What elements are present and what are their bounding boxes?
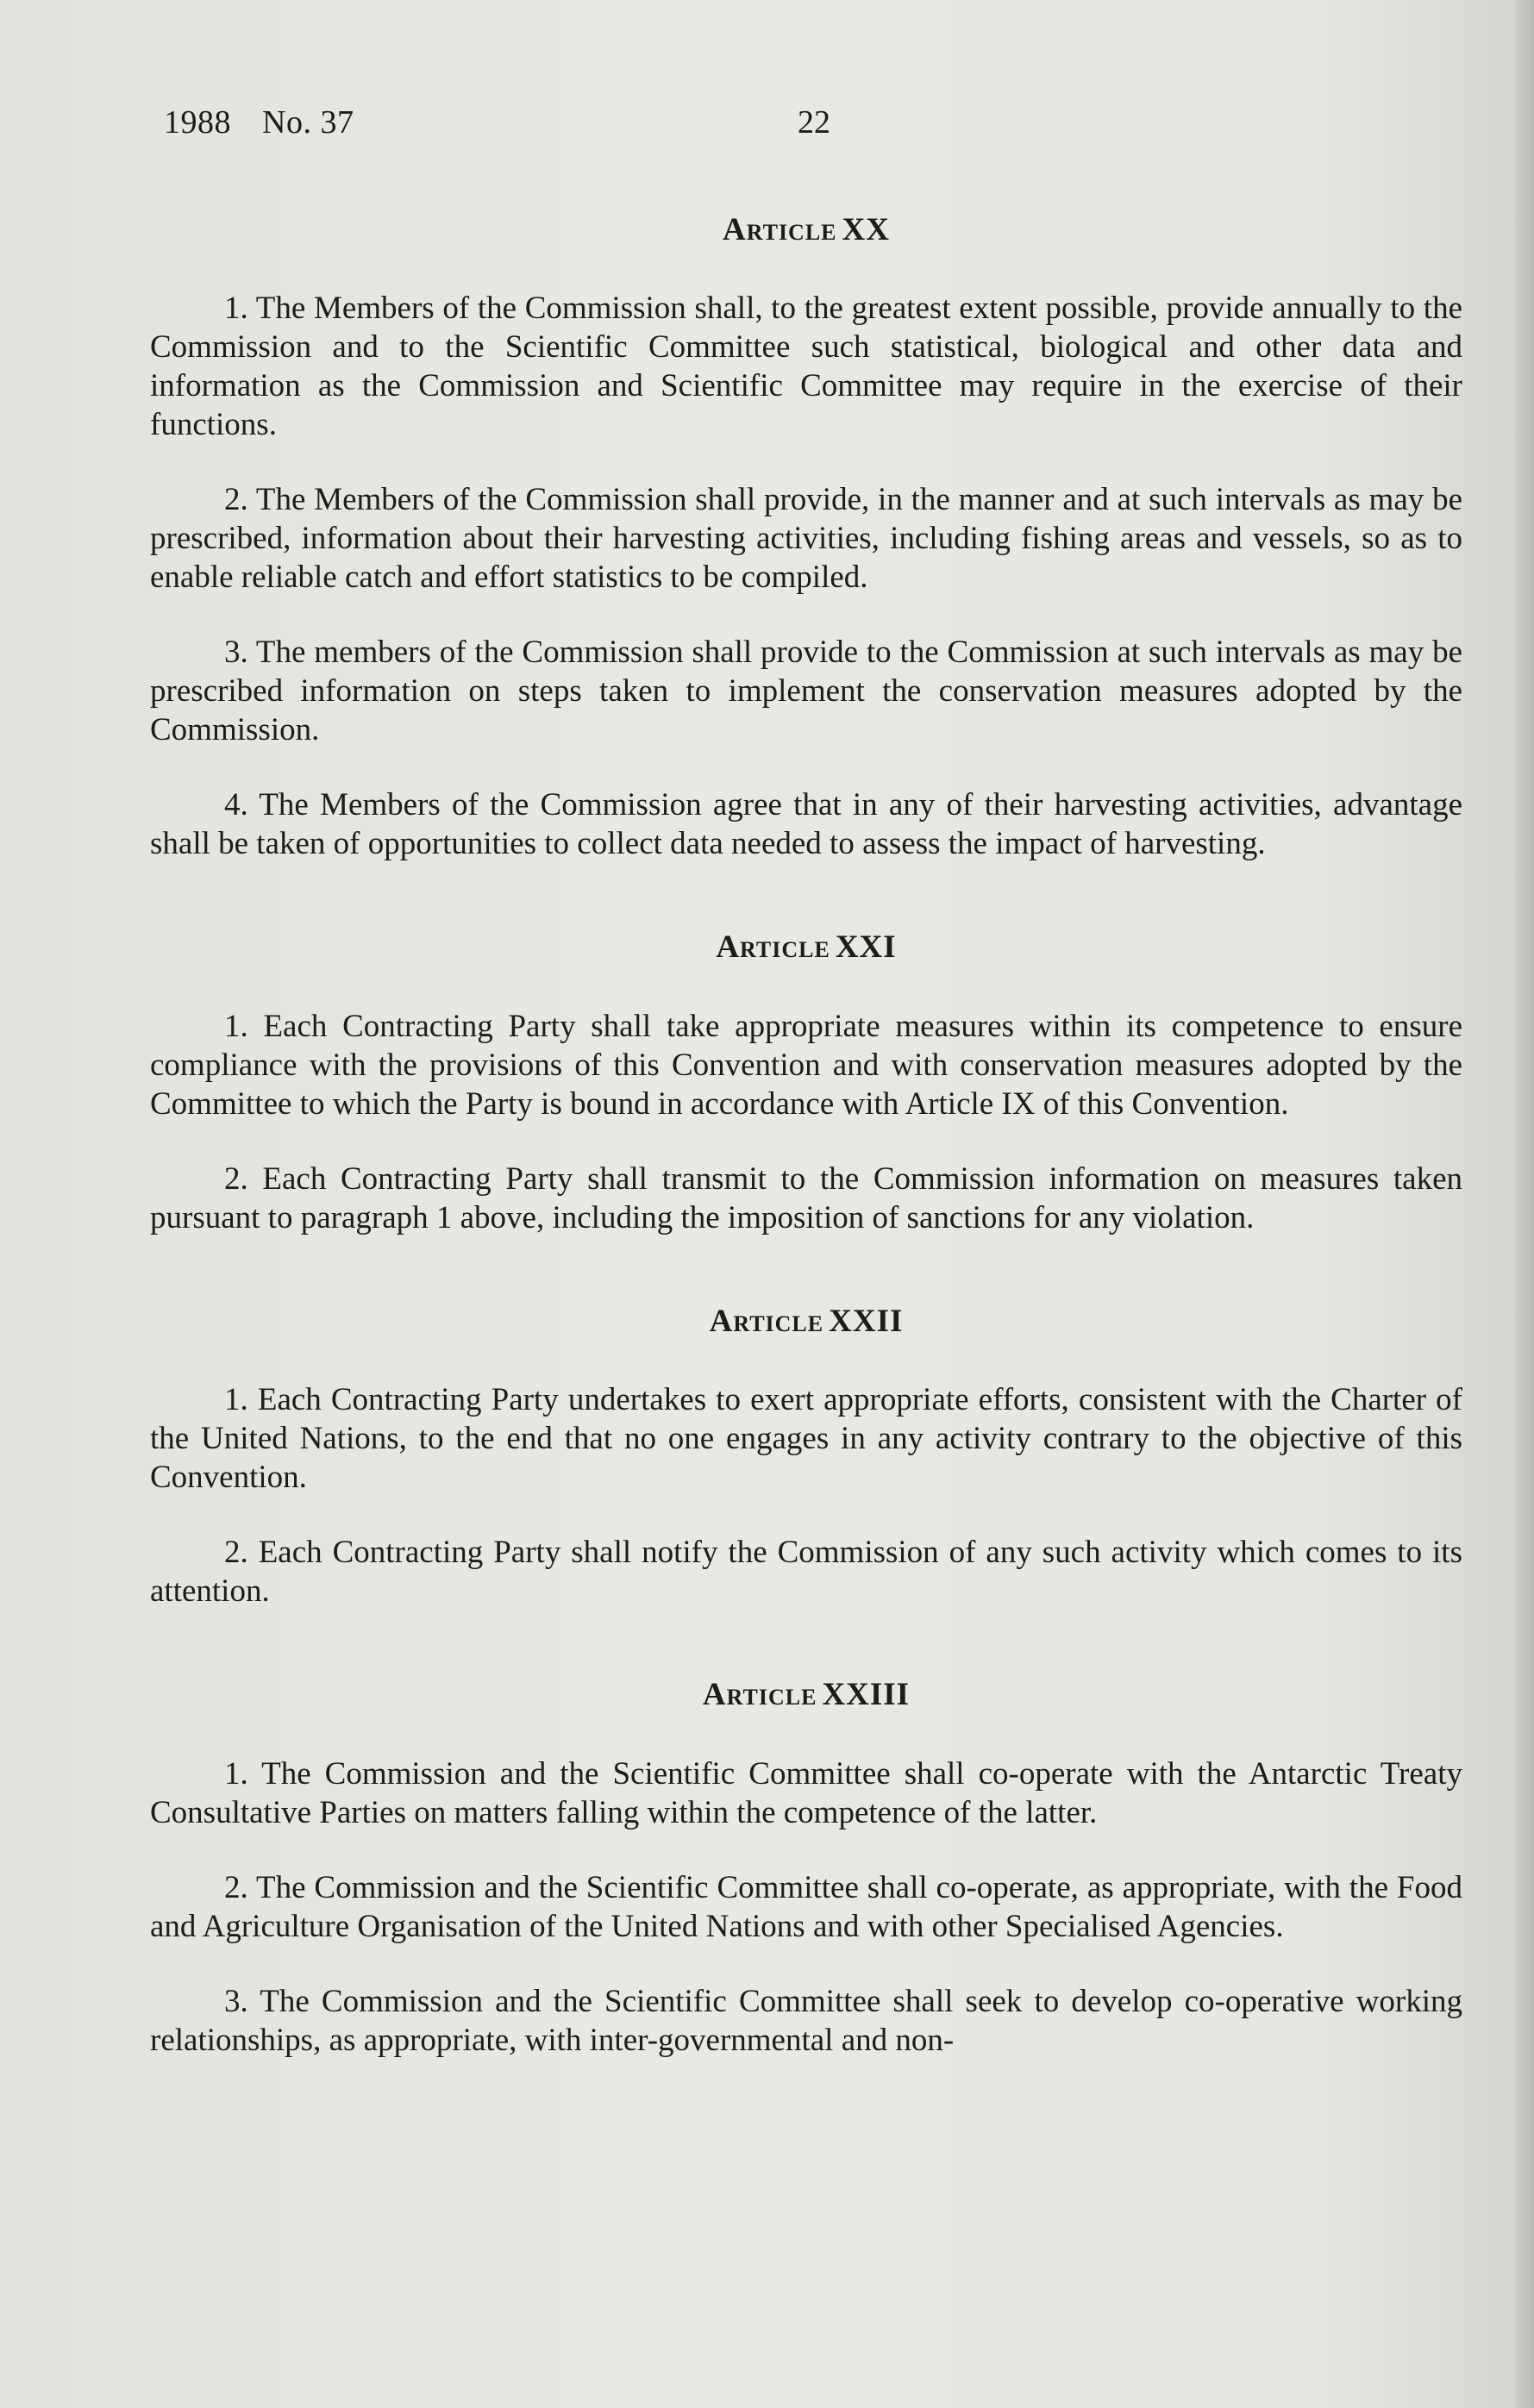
paragraph: 1. Each Contracting Party undertakes to exert appropriate efforts, consistent with the Charter of the United Nations, to the end that no one engages in any activity contrary to the objective of this Convention. — [150, 1382, 1462, 1496]
article-heading: Article XXIII — [702, 1677, 911, 1713]
running-head — [164, 103, 354, 141]
paragraph: 3. The Commission and the Scientific Committee shall seek to develop co-operative working relationships, as appropriate, with inter-governmental and non- — [150, 1983, 1462, 2058]
header-year: 1988 — [164, 104, 231, 141]
paragraph: 1. The Members of the Commission shall, to the greatest extent possible, provide annually to the Commission and to the Scientific Committee such statistical, biological and other data and information as the Commission and Scientific Committee may require in the exercise of their functions. — [150, 291, 1462, 443]
paragraph: 1. The Commission and the Scientific Committee shall co-operate with the Antarctic Treaty Consultative Parties on matters falling within the competence of the latter. — [150, 1755, 1462, 1830]
article-heading: Article XXII — [709, 1303, 904, 1339]
paragraph: 3. The members of the Commission shall provide to the Commission at such intervals as may be prescribed information on steps taken to implement the conservation measures adopted by the Commission. — [150, 635, 1462, 748]
article-xxi — [150, 929, 1462, 1236]
paragraph: 2. The Commission and the Scientific Committee shall co-operate, as appropriate, with the Food and Agriculture Organisation of the United Nations and with other Specialised Agencies. — [150, 1869, 1462, 1944]
article-heading: Article XXI — [716, 929, 897, 966]
paragraph: 2. Each Contracting Party shall transmit to the Commission information on measures taken pursuant to paragraph 1 above, including the imposition of sanctions for any violation. — [150, 1160, 1462, 1235]
paragraph: 2. The Members of the Commission shall provide, in the manner and at such intervals as may be prescribed, information about their harvesting activities, including fishing areas and vessels, so as to enable reliable catch and effort statistics to be compiled. — [150, 482, 1462, 596]
page-edge-shadow — [1515, 0, 1534, 2408]
document-body — [150, 211, 1462, 2060]
page-number: 22 — [798, 104, 830, 141]
article-heading: Article XX — [723, 212, 890, 247]
paragraph: 2. Each Contracting Party shall notify the Commission of any such activity which comes to its attention. — [150, 1535, 1462, 1610]
paragraph: 1. Each Contracting Party shall take appropriate measures within its competence to ensure compliance with the provisions of this Convention and with conservation measures adopted by the Committee to which the Party is bound in accordance with Article IX of this Convention. — [150, 1008, 1462, 1122]
article-xxiii — [150, 1676, 1462, 2059]
article-xxii — [150, 1303, 1462, 1611]
paragraph: 4. The Members of the Commission agree that in any of their harvesting activities, advantage shall be taken of opportunities to collect data needed to assess the impact of harvesting. — [150, 787, 1462, 862]
header-number: No. 37 — [262, 104, 354, 141]
article-xx — [150, 211, 1462, 863]
